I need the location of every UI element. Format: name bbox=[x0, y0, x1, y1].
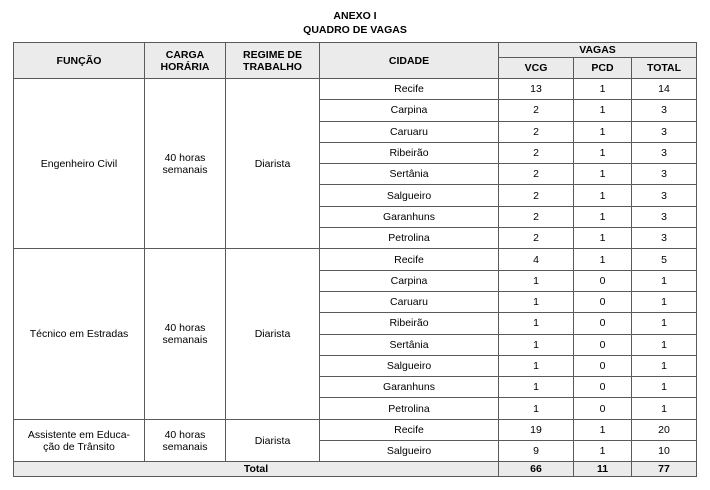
pcd-cell: 1 bbox=[574, 228, 632, 249]
total-cell: 20 bbox=[632, 419, 697, 440]
total-cell: 1 bbox=[632, 334, 697, 355]
total-vcg: 66 bbox=[499, 462, 574, 477]
funcao-cell bbox=[14, 79, 145, 249]
carga-cell bbox=[145, 419, 226, 462]
total-cell: 1 bbox=[632, 355, 697, 376]
cidade-cell: Caruaru bbox=[320, 291, 499, 312]
table-row bbox=[14, 79, 697, 100]
vcg-cell: 1 bbox=[499, 334, 574, 355]
pcd-cell: 1 bbox=[574, 100, 632, 121]
cidade-cell: Carpina bbox=[320, 270, 499, 291]
vcg-cell: 2 bbox=[499, 164, 574, 185]
regime-cell: Diarista bbox=[226, 79, 320, 249]
cidade-cell: Ribeirão bbox=[320, 313, 499, 334]
header-regime bbox=[226, 43, 320, 79]
vcg-cell: 1 bbox=[499, 377, 574, 398]
cidade-cell: Petrolina bbox=[320, 228, 499, 249]
funcao-line2: ção de Trânsito bbox=[43, 440, 115, 453]
funcao-line1: Engenheiro Civil bbox=[40, 157, 118, 170]
vcg-cell: 1 bbox=[499, 398, 574, 419]
total-row bbox=[14, 462, 697, 477]
header-vcg: VCG bbox=[499, 58, 574, 79]
cidade-cell: Salgueiro bbox=[320, 355, 499, 376]
cidade-cell: Salgueiro bbox=[320, 185, 499, 206]
total-cell: 1 bbox=[632, 291, 697, 312]
pcd-cell: 0 bbox=[574, 313, 632, 334]
cidade-cell: Recife bbox=[320, 79, 499, 100]
vcg-cell: 13 bbox=[499, 79, 574, 100]
pcd-cell: 0 bbox=[574, 334, 632, 355]
carga-line1: 40 horas bbox=[164, 322, 206, 335]
carga-line1: 40 horas bbox=[164, 428, 206, 441]
vcg-cell: 1 bbox=[499, 291, 574, 312]
pcd-cell: 1 bbox=[574, 419, 632, 440]
cidade-cell: Recife bbox=[320, 419, 499, 440]
header-carga-line2: HORÁRIA bbox=[160, 60, 210, 73]
vcg-cell: 2 bbox=[499, 100, 574, 121]
total-cell: 1 bbox=[632, 377, 697, 398]
vcg-cell: 9 bbox=[499, 441, 574, 462]
annex-title: ANEXO I bbox=[333, 10, 377, 22]
funcao-line1: Assistente em Educa- bbox=[27, 428, 131, 441]
total-cell: 3 bbox=[632, 185, 697, 206]
vcg-cell: 19 bbox=[499, 419, 574, 440]
header-pcd: PCD bbox=[574, 58, 632, 79]
pcd-cell: 0 bbox=[574, 270, 632, 291]
table-row bbox=[14, 249, 697, 270]
total-cell: 1 bbox=[632, 270, 697, 291]
total-label: Total bbox=[14, 462, 499, 477]
carga-line2: semanais bbox=[162, 334, 208, 347]
funcao-line1: Técnico em Estradas bbox=[29, 328, 129, 341]
regime-cell: Diarista bbox=[226, 419, 320, 462]
carga-line1: 40 horas bbox=[164, 151, 206, 164]
vcg-cell: 2 bbox=[499, 185, 574, 206]
cidade-cell: Garanhuns bbox=[320, 206, 499, 227]
cidade-cell: Sertânia bbox=[320, 334, 499, 355]
pcd-cell: 0 bbox=[574, 355, 632, 376]
total-pcd: 11 bbox=[574, 462, 632, 477]
carga-cell bbox=[145, 79, 226, 249]
pcd-cell: 0 bbox=[574, 398, 632, 419]
pcd-cell: 1 bbox=[574, 249, 632, 270]
pcd-cell: 0 bbox=[574, 291, 632, 312]
vacancies-table bbox=[13, 42, 697, 477]
header-cidade: CIDADE bbox=[320, 43, 499, 79]
vcg-cell: 1 bbox=[499, 270, 574, 291]
carga-line2: semanais bbox=[162, 163, 208, 176]
header-regime-line1: REGIME DE bbox=[243, 48, 302, 61]
cidade-cell: Recife bbox=[320, 249, 499, 270]
header-regime-line2: TRABALHO bbox=[243, 60, 302, 73]
pcd-cell: 0 bbox=[574, 377, 632, 398]
total-cell: 1 bbox=[632, 313, 697, 334]
total-cell: 3 bbox=[632, 142, 697, 163]
funcao-cell bbox=[14, 419, 145, 462]
vcg-cell: 2 bbox=[499, 206, 574, 227]
vcg-cell: 2 bbox=[499, 228, 574, 249]
cidade-cell: Sertânia bbox=[320, 164, 499, 185]
total-cell: 3 bbox=[632, 206, 697, 227]
pcd-cell: 1 bbox=[574, 441, 632, 462]
funcao-cell bbox=[14, 249, 145, 419]
vcg-cell: 2 bbox=[499, 142, 574, 163]
pcd-cell: 1 bbox=[574, 164, 632, 185]
vcg-cell: 1 bbox=[499, 313, 574, 334]
table-row bbox=[14, 419, 697, 440]
carga-cell bbox=[145, 249, 226, 419]
total-cell: 1 bbox=[632, 398, 697, 419]
vcg-cell: 4 bbox=[499, 249, 574, 270]
total-total: 77 bbox=[632, 462, 697, 477]
table-title: QUADRO DE VAGAS bbox=[303, 24, 407, 36]
cidade-cell: Ribeirão bbox=[320, 142, 499, 163]
cidade-cell: Petrolina bbox=[320, 398, 499, 419]
pcd-cell: 1 bbox=[574, 206, 632, 227]
cidade-cell: Carpina bbox=[320, 100, 499, 121]
regime-cell: Diarista bbox=[226, 249, 320, 419]
total-cell: 10 bbox=[632, 441, 697, 462]
vcg-cell: 2 bbox=[499, 121, 574, 142]
total-cell: 3 bbox=[632, 121, 697, 142]
header-carga-line1: CARGA bbox=[165, 48, 205, 61]
pcd-cell: 1 bbox=[574, 142, 632, 163]
cidade-cell: Caruaru bbox=[320, 121, 499, 142]
pcd-cell: 1 bbox=[574, 79, 632, 100]
cidade-cell: Salgueiro bbox=[320, 441, 499, 462]
header-carga bbox=[145, 43, 226, 79]
header-funcao: FUNÇÃO bbox=[14, 43, 145, 79]
pcd-cell: 1 bbox=[574, 121, 632, 142]
total-cell: 3 bbox=[632, 100, 697, 121]
carga-line2: semanais bbox=[162, 440, 208, 453]
table-body bbox=[14, 79, 697, 477]
total-cell: 3 bbox=[632, 164, 697, 185]
total-cell: 14 bbox=[632, 79, 697, 100]
cidade-cell: Garanhuns bbox=[320, 377, 499, 398]
total-cell: 3 bbox=[632, 228, 697, 249]
pcd-cell: 1 bbox=[574, 185, 632, 206]
header-total: TOTAL bbox=[632, 58, 697, 79]
header-vagas: VAGAS bbox=[499, 43, 697, 58]
vcg-cell: 1 bbox=[499, 355, 574, 376]
total-cell: 5 bbox=[632, 249, 697, 270]
